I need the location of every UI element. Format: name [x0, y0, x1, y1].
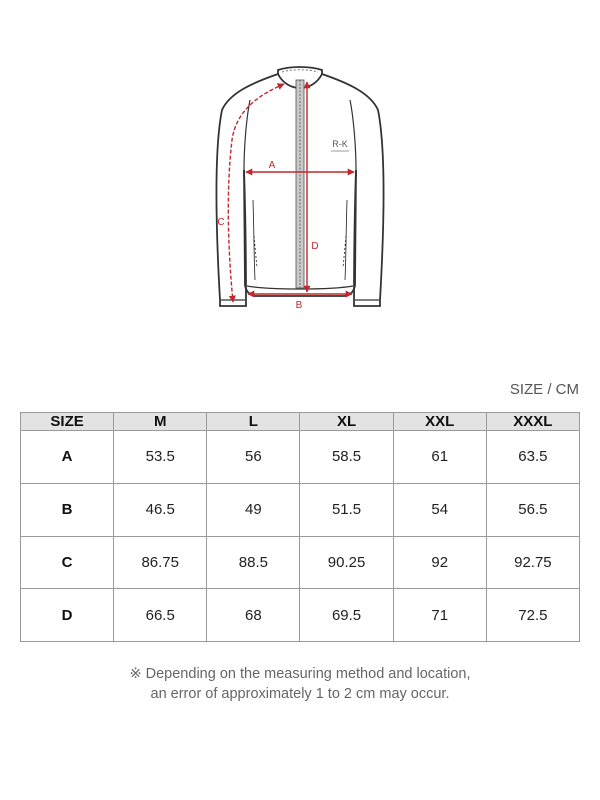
- unit-label: SIZE / CM: [509, 381, 579, 398]
- row-label: D: [21, 589, 114, 642]
- table-cell: 90.25: [300, 536, 393, 589]
- measurement-note: [0, 664, 600, 704]
- row-label: C: [21, 536, 114, 589]
- jacket-diagram: [0, 0, 600, 330]
- size-table: [20, 412, 580, 642]
- table-cell: 56.5: [486, 483, 579, 536]
- measure-c-arrow: [228, 84, 284, 302]
- table-row: [21, 536, 580, 589]
- table-cell: 53.5: [114, 431, 207, 484]
- header-l: L: [207, 413, 300, 431]
- table-row: [21, 483, 580, 536]
- header-xxxl: XXXL: [486, 413, 579, 431]
- measure-a-label: A: [268, 160, 276, 171]
- table-cell: 63.5: [486, 431, 579, 484]
- header-m: M: [114, 413, 207, 431]
- table-row: [21, 431, 580, 484]
- header-xl: XL: [300, 413, 393, 431]
- table-cell: 71: [393, 589, 486, 642]
- table-cell: 54: [393, 483, 486, 536]
- table-cell: 72.5: [486, 589, 579, 642]
- table-cell: 58.5: [300, 431, 393, 484]
- table-cell: 92: [393, 536, 486, 589]
- table-cell: 49: [207, 483, 300, 536]
- header-size: SIZE: [21, 413, 114, 431]
- table-cell: 51.5: [300, 483, 393, 536]
- row-label: B: [21, 483, 114, 536]
- measure-c-label: C: [217, 217, 225, 228]
- table-cell: 88.5: [207, 536, 300, 589]
- note-line-2: an error of approximately 1 to 2 cm may occur.: [150, 686, 450, 702]
- table-cell: 46.5: [114, 483, 207, 536]
- measure-b-label: B: [295, 300, 303, 311]
- table-cell: 69.5: [300, 589, 393, 642]
- right-sleeve-outline: [322, 74, 384, 306]
- table-cell: 66.5: [114, 589, 207, 642]
- table-cell: 86.75: [114, 536, 207, 589]
- row-label: A: [21, 431, 114, 484]
- note-line-1: ※ Depending on the measuring method and location,: [129, 666, 471, 682]
- table-cell: 61: [393, 431, 486, 484]
- table-header-row: [21, 413, 580, 431]
- table-cell: 68: [207, 589, 300, 642]
- brand-logo: R-K: [332, 139, 348, 149]
- measure-d-label: D: [311, 241, 319, 252]
- table-cell: 92.75: [486, 536, 579, 589]
- header-xxl: XXL: [393, 413, 486, 431]
- table-row: [21, 589, 580, 642]
- jacket-diagram-svg: [0, 0, 600, 330]
- table-cell: 56: [207, 431, 300, 484]
